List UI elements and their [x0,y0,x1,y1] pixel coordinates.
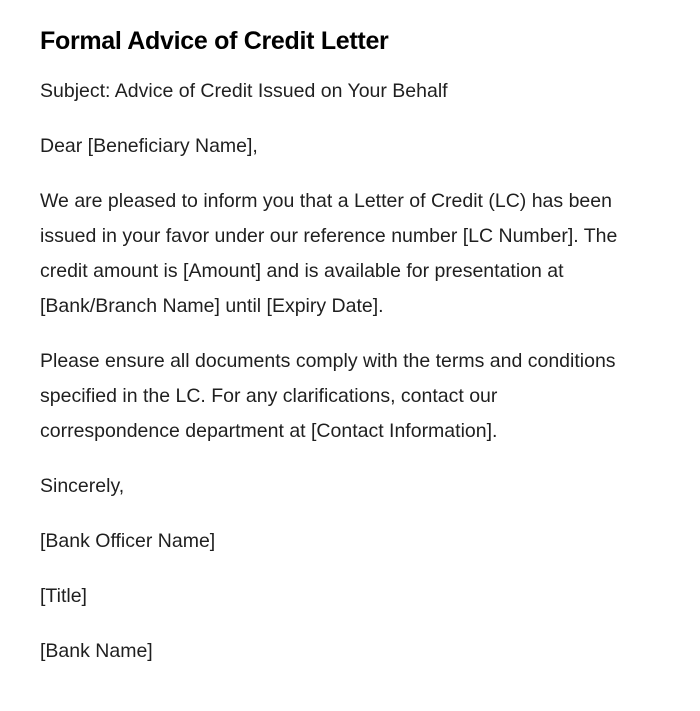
letter-subject: Subject: Advice of Credit Issued on Your Behalf [40,80,448,102]
letter-bank-name: [Bank Name] [40,640,153,662]
letter-body-paragraph-1: We are pleased to inform you that a Letter of Credit (LC) has been issued in your favor under our reference number [LC Number]. The credit amount is [Amount] and is available for presentation at [Bank/Branch Name] until [Expiry Date]. [40,190,618,317]
letter-body-paragraph-2: Please ensure all documents comply with the terms and conditions specified in the LC. For any clarifications, contact our correspondence department at [Contact Information]. [40,350,616,442]
letter-title: Formal Advice of Credit Letter [40,27,389,55]
letter-officer-title: [Title] [40,585,87,607]
letter-closing: Sincerely, [40,475,125,497]
letter-officer-name: [Bank Officer Name] [40,530,216,552]
letter-salutation: Dear [Beneficiary Name], [40,135,258,157]
